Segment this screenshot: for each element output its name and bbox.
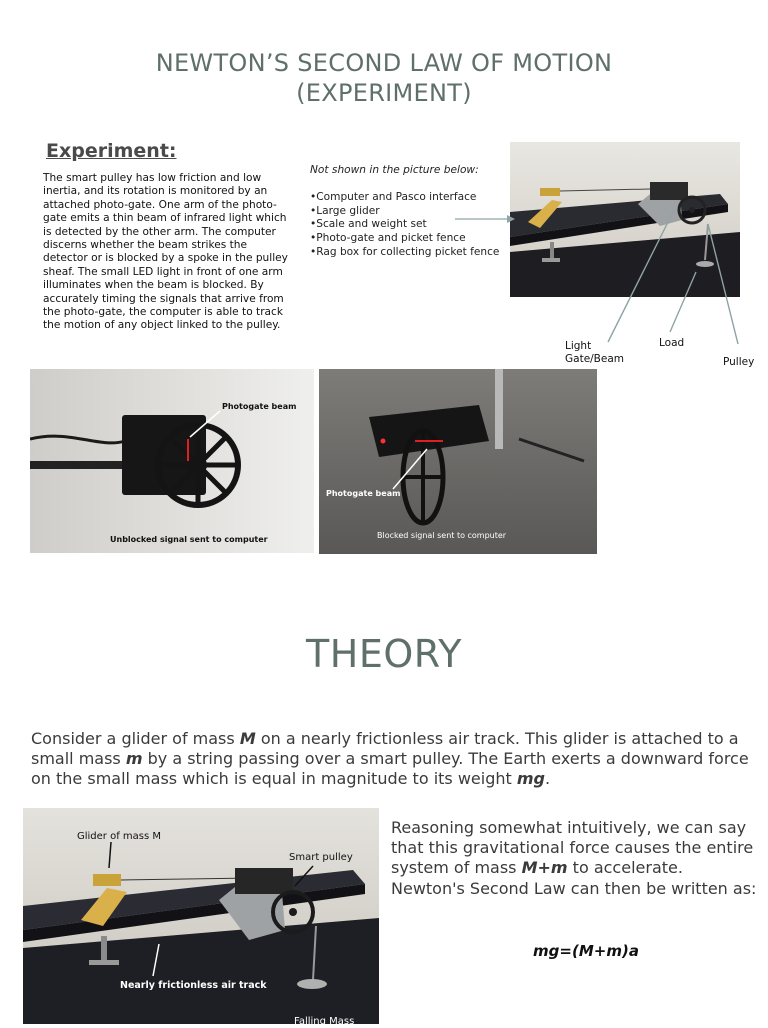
load-callout-line <box>670 272 696 332</box>
experiment-heading: Experiment: <box>46 140 177 162</box>
blocked-beam-label: Photogate beam <box>326 489 401 498</box>
smart-pulley-label: Smart pulley <box>289 852 353 863</box>
newton-equation: mg=(M+m)a <box>533 942 639 960</box>
photogate-unblocked-photo <box>30 369 314 553</box>
not-shown-item: •Scale and weight set <box>310 218 427 231</box>
weight-mg-symbol: mg <box>516 769 545 789</box>
reasoning-paragraph: Reasoning somewhat intuitively, we can say that this gravitational force causes the entire system of mass M+m to accelerate. Newton's Second Law can then be written as: <box>391 818 757 898</box>
glider-label: Glider of mass M <box>77 831 162 842</box>
callout-lines <box>600 210 760 350</box>
mass-m-symbol: m <box>125 749 143 769</box>
title-line-2: (EXPERIMENT) <box>296 79 472 107</box>
title-line-1: NEWTON’S SECOND LAW OF MOTION <box>155 49 613 77</box>
unblocked-caption: Unblocked signal sent to computer <box>110 535 268 544</box>
total-mass-symbol: M+m <box>521 858 568 878</box>
unblocked-beam-label: Photogate beam <box>222 402 297 411</box>
pointer-arrow-icon <box>455 212 515 226</box>
not-shown-item: •Rag box for collecting picket fence <box>310 245 500 258</box>
light-gate-label: Light Gate/Beam <box>565 340 625 365</box>
load-label: Load <box>659 337 685 349</box>
pulley-label: Pulley <box>723 356 755 368</box>
not-shown-item: •Large glider <box>310 204 380 217</box>
falling-mass-label: Falling Mass <box>294 1016 355 1027</box>
not-shown-item: •Photo-gate and picket fence <box>310 231 466 244</box>
light-gate-callout-line <box>608 210 674 342</box>
not-shown-heading: Not shown in the picture below: <box>310 164 479 176</box>
theory-paragraph: Consider a glider of mass M on a nearly frictionless air track. This glider is attached to a small mass m by a string passing over a smart pulley. The Earth exerts a downward force on the small mass which is equal in magnitude to its weight mg. <box>31 729 749 789</box>
photogate-blocked-photo <box>319 369 597 554</box>
mass-M-symbol: M <box>239 729 256 748</box>
page-title <box>0 48 768 108</box>
pulley-callout-line <box>708 224 738 344</box>
not-shown-item: •Computer and Pasco interface <box>310 191 477 204</box>
air-track-label: Nearly frictionless air track <box>120 980 267 991</box>
theory-heading: THEORY <box>306 632 462 676</box>
blocked-caption: Blocked signal sent to computer <box>377 531 507 540</box>
experiment-description: The smart pulley has low friction and low inertia, and its rotation is monitored by an attached photo-gate. One arm of the photo-gate emits a thin beam of infrared light which is detected by the other arm. The computer discerns whether the beam strikes the detector or is blocked by a spoke in the pulley sheaf. The small LED light in front of one arm illuminates when the beam is blocked. By accurately timing the signals that arrive from the photo-gate, the computer is able to track the motion of any object linked to the pulley. <box>43 172 288 332</box>
